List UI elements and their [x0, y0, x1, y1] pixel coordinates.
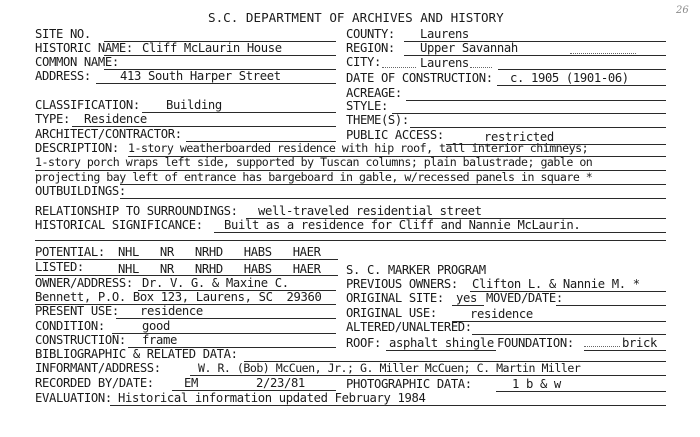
original-site-label: ORIGINAL SITE:	[346, 291, 444, 305]
construction-date-label: DATE OF CONSTRUCTION:	[346, 71, 493, 85]
present-use-label: PRESENT USE:	[35, 304, 119, 318]
outbuildings-label: OUTBUILDINGS:	[35, 184, 126, 198]
classification-label: CLASSIFICATION:	[35, 98, 140, 112]
corner-mark: 26	[676, 5, 689, 16]
city-label: CITY:	[346, 55, 381, 69]
address-label: ADDRESS:	[35, 69, 91, 83]
relationship-value: well-traveled residential street	[258, 204, 482, 218]
description-line-3: projecting bay left of entrance has bargeboard in gable, w/recessed panels in square *	[35, 170, 593, 184]
present-use-value: residence	[140, 304, 203, 318]
historic-name-value: Cliff McLaurin House	[142, 41, 282, 55]
form-title: S.C. DEPARTMENT OF ARCHIVES AND HISTORY	[208, 10, 504, 25]
description-line-2: 1-story porch wraps left side, supported by Tuscan columns; plain balustrade; gable on	[35, 155, 593, 169]
marker-program-label: S. C. MARKER PROGRAM	[346, 263, 486, 277]
owner-line-2: Bennett, P.O. Box 123, Laurens, SC 29360	[35, 290, 322, 304]
moved-date-label: MOVED/DATE:	[486, 291, 563, 305]
significance-label: HISTORICAL SIGNIFICANCE:	[35, 218, 203, 232]
original-use-label: ORIGINAL USE:	[346, 306, 437, 320]
informant-label: INFORMANT/ADDRESS:	[35, 361, 161, 375]
type-value: Residence	[84, 112, 147, 126]
altered-label: ALTERED/UNALTERED:	[346, 320, 472, 334]
themes-label: THEME(S):	[346, 113, 409, 127]
evaluation-label: EVALUATION:	[35, 391, 112, 405]
description-label: DESCRIPTION:	[35, 141, 119, 155]
county-label: COUNTY:	[346, 27, 395, 41]
owner-line-1: Dr. V. G. & Maxine C.	[142, 276, 289, 290]
public-access-value: restricted	[484, 130, 554, 144]
foundation-value: brick	[622, 336, 657, 350]
region-label: REGION:	[346, 41, 395, 55]
listed-options: NHL NR NRHD HABS HAER	[118, 262, 321, 276]
roof-value: asphalt shingle	[389, 336, 494, 350]
significance-value: Built as a residence for Cliff and Nannie McLaurin.	[224, 218, 581, 232]
original-site-value: yes	[456, 291, 477, 305]
photographic-value: 1 b & w	[512, 377, 561, 391]
original-use-value: residence	[470, 307, 533, 321]
type-label: TYPE:	[35, 112, 70, 126]
relationship-label: RELATIONSHIP TO SURROUNDINGS:	[35, 204, 238, 218]
foundation-label: FOUNDATION:	[497, 336, 574, 350]
construction-label: CONSTRUCTION:	[35, 333, 126, 347]
address-value: 413 South Harper Street	[120, 69, 281, 83]
potential-label: POTENTIAL:	[35, 245, 105, 259]
recorded-date-value: 2/23/81	[256, 376, 305, 390]
style-label: STYLE:	[346, 99, 388, 113]
construction-date-value: c. 1905 (1901-06)	[510, 71, 629, 85]
public-access-label: PUBLIC ACCESS:	[346, 128, 444, 142]
condition-value: good	[142, 319, 170, 333]
common-name-label: COMMON NAME:	[35, 55, 119, 69]
architect-label: ARCHITECT/CONTRACTOR:	[35, 127, 182, 141]
recorded-by-label: RECORDED BY/DATE:	[35, 376, 154, 390]
condition-label: CONDITION:	[35, 319, 105, 333]
previous-owners-value: Clifton L. & Nannie M. *	[472, 277, 640, 291]
classification-value: Building	[166, 98, 222, 112]
recorder-value: EM	[184, 376, 198, 390]
bibliographic-label: BIBLIOGRAPHIC & RELATED DATA:	[35, 347, 238, 361]
evaluation-value: Historical information updated February 1984	[118, 391, 426, 405]
roof-label: ROOF:	[346, 336, 381, 350]
listed-label: LISTED:	[35, 260, 84, 274]
city-value: Laurens	[420, 56, 469, 70]
region-value: Upper Savannah	[420, 41, 518, 55]
county-value: Laurens	[420, 27, 469, 41]
potential-options: NHL NR NRHD HABS HAER	[118, 245, 321, 259]
construction-value: frame	[142, 333, 177, 347]
historic-name-label: HISTORIC NAME:	[35, 41, 133, 55]
previous-owners-label: PREVIOUS OWNERS:	[346, 277, 458, 291]
owner-label: OWNER/ADDRESS:	[35, 276, 133, 290]
description-line-1: 1-story weatherboarded residence with hip roof, tall interior chimneys;	[128, 141, 589, 155]
acreage-label: ACREAGE:	[346, 86, 402, 100]
photographic-label: PHOTOGRAPHIC DATA:	[346, 377, 472, 391]
site-no-label: SITE NO.	[35, 27, 91, 41]
informant-value: W. R. (Bob) McCuen, Jr.; G. Miller McCuen; C. Martin Miller	[198, 361, 581, 375]
